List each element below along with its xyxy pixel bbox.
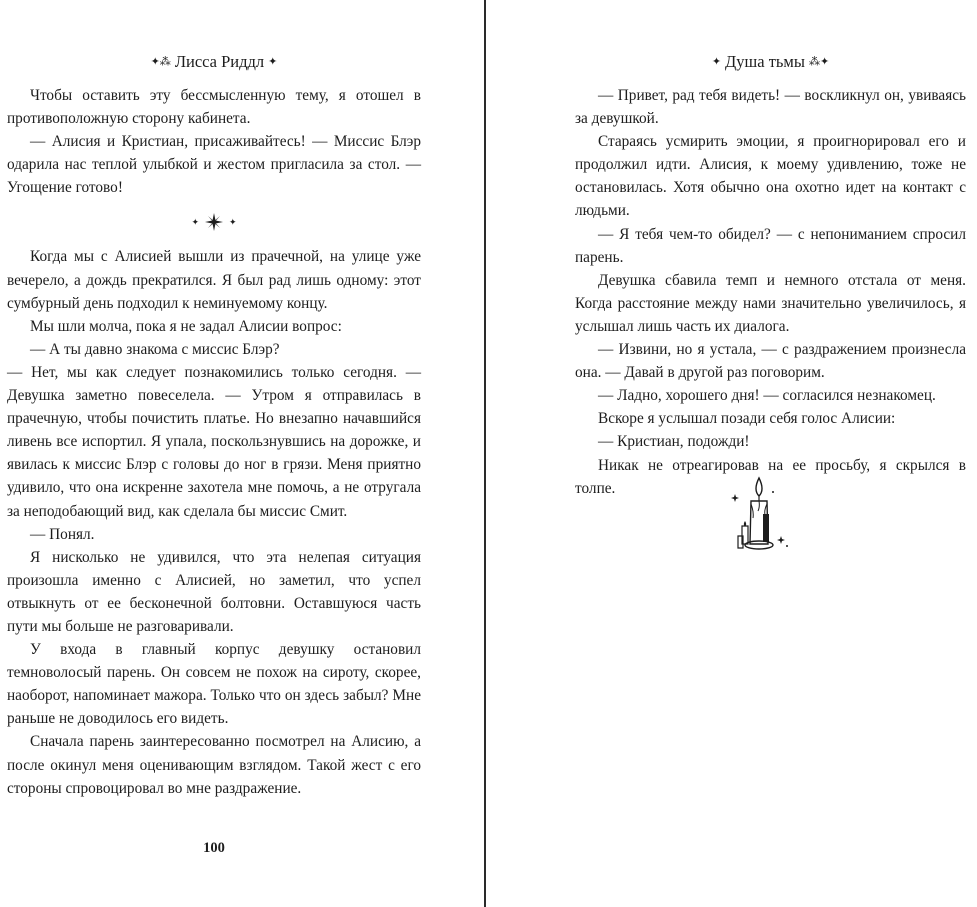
left-page-text (7, 84, 421, 800)
paragraph: Мы шли молча, пока я не задал Алисии вопрос: (30, 317, 342, 335)
right-header-title: Душа тьмы (725, 52, 805, 71)
paragraph: — Привет, рад тебя видеть! — воскликнул он, увиваясь за девушкой. (575, 87, 966, 128)
paragraph: — Кристиан, подожди! (598, 433, 750, 451)
paragraph: Стараясь усмирить эмоции, я проигнорировал его и продолжил идти. Алисия, к моему удивлению, тоже не остановилась. Хотя обычно она охотно идет на контакт с людьми. (575, 133, 966, 220)
sparkle-icon: ✦ (191, 216, 199, 227)
candle-illustration-icon (729, 474, 789, 554)
paragraph: — Ладно, хорошего дня! — согласился незнакомец. (598, 387, 936, 405)
page-number: 100 (203, 840, 225, 856)
right-page (575, 0, 966, 907)
paragraph: Никак не отреагировав на ее просьбу, я скрылся в толпе. (575, 456, 966, 497)
right-running-header (575, 50, 966, 74)
left-header-title: Лисса Риддл (174, 52, 265, 71)
paragraph: — Извини, но я устала, — с раздражением произнесла она. — Давай в другой раз поговорим. (575, 341, 966, 382)
left-page (7, 0, 421, 907)
right-page-text (575, 84, 966, 500)
paragraph: Сначала парень заинтересованно посмотрел на Алисию, а после окинул меня оценивающим взглядом. Такой жест с его стороны спровоцировал во мне раздражение. (7, 733, 421, 797)
paragraph: — Понял. (30, 525, 95, 543)
sparkle-icon: ✦ (229, 216, 237, 227)
paragraph: Я нисколько не удивился, что эта нелепая ситуация произошла именно с Алисией, но заметил, что успел отвыкнуть от ее бесконечной болтовни. Оставшуюся часть пути мы больше не разговаривали. (7, 548, 421, 635)
paragraph: — Алисия и Кристиан, присаживайтесь! — Миссис Блэр одарила нас теплой улыбкой и жестом пригласила за стол. — Угощение готово! (7, 133, 421, 197)
book-spine-divider (484, 0, 486, 907)
scene-break-star-icon (205, 213, 223, 231)
sparkle-icon: ✦⁂ (150, 55, 171, 68)
sparkle-icon: ⁂✦ (808, 55, 830, 68)
paragraph: Чтобы оставить эту бессмысленную тему, я отошел в противоположную сторону кабинета. (7, 87, 421, 128)
paragraph: Вскоре я услышал позади себя голос Алисии: (598, 410, 896, 428)
paragraph: Когда мы с Алисией вышли из прачечной, на улице уже вечерело, а дождь прекратился. Я был рад лишь одному: этот сумбурный день подходил к неминуемому концу. (7, 248, 421, 312)
sparkle-icon: ✦ (711, 55, 722, 68)
sparkle-icon: ✦ (268, 55, 278, 68)
paragraph: У входа в главный корпус девушку остановил темноволосый парень. Он совсем не похож на сироту, скорее, наоборот, напоминает мажора. Только что он здесь забыл? Мне раньше не доводилось его видеть. (7, 641, 421, 728)
scene-break-ornament (7, 199, 421, 245)
left-running-header (7, 50, 421, 74)
paragraph: — А ты давно знакома с миссис Блэр? (30, 340, 280, 358)
paragraph: — Нет, мы как следует познакомились только сегодня. — Девушка заметно повеселела. — Утром я отправилась в прачечную, чтобы почистить платье. Но внезапно начавшийся ливень все испортил. Я упала, поскользнувшись на дорожке, и явилась к миссис Блэр с головы до ног в грязи. Меня приятно удивило, что она искренне захотела мне помочь, а не отругала за неподобающий вид, как сделала бы миссис Смит. (7, 363, 421, 520)
paragraph: — Я тебя чем-то обидел? — с непониманием спросил парень. (575, 225, 966, 266)
paragraph: Девушка сбавила темп и немного отстала от меня. Когда расстояние между нами значительно увеличилось, я услышал лишь часть их диалога. (575, 271, 966, 335)
